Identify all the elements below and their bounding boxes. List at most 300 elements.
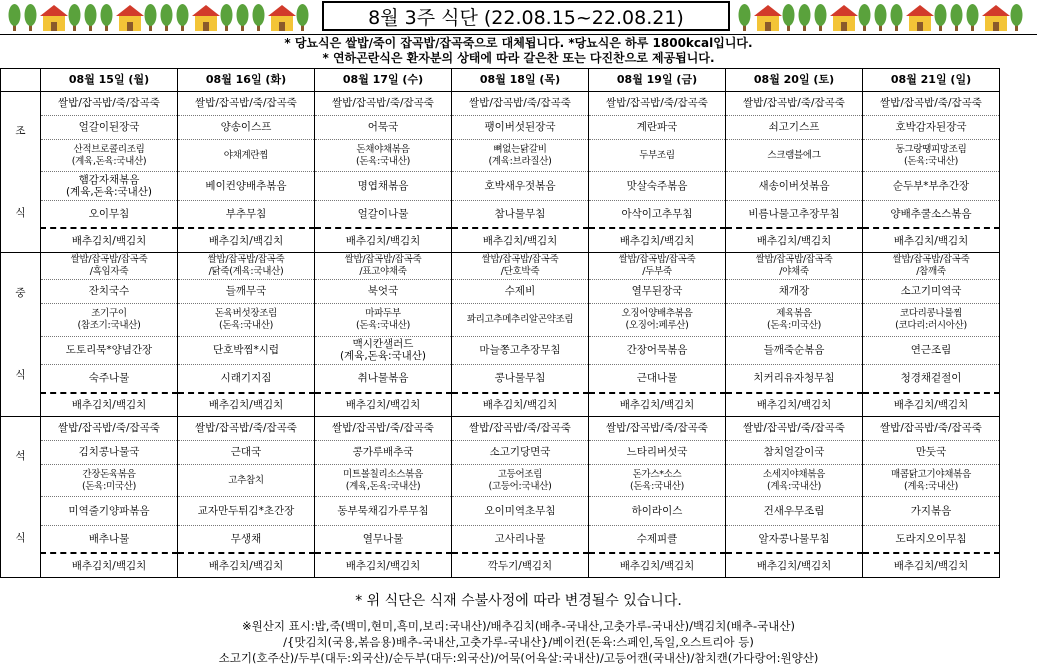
menu-item-text: 돈가스*소스	[632, 468, 682, 480]
menu-cell	[41, 139, 178, 172]
menu-row	[1, 252, 1000, 279]
menu-row	[1, 139, 1000, 172]
meal-label-bottom: 식	[15, 369, 26, 382]
menu-cell	[726, 200, 863, 228]
menu-cell	[178, 172, 315, 200]
menu-item-text: 잔치국수	[88, 285, 130, 298]
menu-row	[1, 336, 1000, 364]
menu-cell	[452, 172, 589, 200]
menu-item-text: 쌀밥/잡곡밥/죽/잡곡죽	[469, 422, 571, 435]
menu-item-text: 새송이버섯볶음	[758, 180, 830, 193]
menu-item-text: 김치콩나물국	[78, 446, 140, 459]
menu-item-text: 쌀밥/잡곡밥/잡곡죽	[344, 253, 422, 265]
menu-cell	[41, 280, 178, 304]
menu-item-text: /닭죽(계육:국내산)	[208, 265, 284, 277]
menu-cell	[452, 393, 589, 417]
menu-item-text: 양배추쿨소스볶음	[890, 208, 972, 221]
menu-item-text: 도토리묵*양념간장	[65, 344, 153, 357]
menu-cell	[41, 336, 178, 364]
menu-cell	[178, 280, 315, 304]
menu-cell	[863, 497, 1000, 525]
menu-item-text: 코다리콩나물찜	[899, 307, 963, 319]
menu-cell	[726, 228, 863, 252]
menu-item-text: 두부조림	[639, 149, 675, 161]
menu-cell	[178, 252, 315, 279]
tree-icon	[221, 4, 233, 31]
menu-cell	[589, 364, 726, 392]
menu-cell	[863, 228, 1000, 252]
menu-item-text: 마파두부	[365, 307, 401, 319]
menu-item-text: 호박감자된장국	[895, 121, 967, 134]
tree-icon	[875, 4, 887, 31]
house-icon	[830, 5, 858, 31]
menu-item-text: 베이컨양배추볶음	[205, 180, 287, 193]
menu-cell	[726, 553, 863, 577]
tree-icon	[145, 4, 157, 31]
menu-cell	[178, 525, 315, 553]
dysphagia-note: * 연하곤란식은 환자분의 상태에 따라 갈은찬 또는 다진찬으로 제공됩니다.	[322, 51, 715, 65]
menu-cell	[589, 280, 726, 304]
menu-cell	[863, 525, 1000, 553]
meal-label-bottom: 식	[15, 531, 26, 544]
menu-cell	[863, 416, 1000, 440]
day-header-row	[1, 69, 1000, 92]
origin-line: ※원산지 표시:밥,죽(백미,현미,흑미,보리:국내산)/배추김치(배추-국내산,고춧가루-국내산)/백김치(배추-국내산)	[241, 619, 795, 633]
tree-icon	[967, 4, 979, 31]
menu-cell	[589, 139, 726, 172]
menu-cell	[589, 115, 726, 139]
menu-cell	[863, 172, 1000, 200]
menu-item-text: /흑임자죽	[89, 265, 129, 277]
menu-cell	[452, 464, 589, 497]
menu-cell	[315, 464, 452, 497]
meal-label-top: 석	[15, 449, 26, 462]
menu-item-text: 매콤닭고기야채볶음	[891, 468, 971, 480]
menu-item-text: 들깨죽순볶음	[763, 344, 825, 357]
menu-cell	[863, 92, 1000, 116]
menu-item-text: 간장어묵볶음	[626, 344, 688, 357]
tree-icon	[891, 4, 903, 31]
menu-item-text: 알자콩나물무침	[758, 533, 830, 546]
meal-label-breakfast	[1, 92, 41, 253]
menu-row	[1, 200, 1000, 228]
menu-cell	[315, 416, 452, 440]
menu-cell	[589, 92, 726, 116]
menu-item-text: 양송이스프	[220, 121, 272, 134]
menu-cell	[452, 416, 589, 440]
tree-icon	[799, 4, 811, 31]
menu-item-text: 팽이버섯된장국	[484, 121, 556, 134]
tree-icon	[1011, 4, 1023, 31]
menu-cell	[178, 200, 315, 228]
menu-item-text: (계육,돈육:국내산)	[339, 350, 427, 363]
menu-cell	[726, 336, 863, 364]
menu-cell	[315, 303, 452, 336]
menu-item-text: 쌀밥/잡곡밥/죽/잡곡죽	[743, 97, 845, 110]
menu-item-text: 고사리나물	[494, 533, 546, 546]
menu-item-text: (돈육:국내산)	[903, 155, 959, 167]
menu-row	[1, 416, 1000, 440]
menu-item-text: 동부묵채김가루무침	[337, 505, 429, 518]
menu-item-text: 동그랑땡피망조림	[895, 143, 967, 155]
menu-cell	[315, 139, 452, 172]
village-decoration-left-icon	[8, 2, 313, 32]
menu-cell	[41, 172, 178, 200]
menu-item-text: (계육,돈육:국내산)	[345, 480, 421, 492]
menu-row	[1, 364, 1000, 392]
menu-cell	[863, 440, 1000, 464]
menu-item-text: 단호박찜*시럽	[212, 344, 280, 357]
menu-item-text: 순두부*부추간장	[892, 180, 970, 193]
origin-line: 소고기(호주산)/두부(대두:외국산)/순두부(대두:외국산)/어묵(어육살:국내산)/고등어캔(국내산)/참치캔(가다랑어:원양산)	[218, 651, 819, 665]
menu-cell	[863, 252, 1000, 279]
menu-cell	[178, 497, 315, 525]
menu-item-text: 만둣국	[915, 446, 947, 459]
menu-cell	[452, 525, 589, 553]
menu-cell	[41, 497, 178, 525]
menu-cell	[452, 252, 589, 279]
menu-cell	[452, 139, 589, 172]
menu-cell	[589, 553, 726, 577]
menu-cell	[452, 92, 589, 116]
menu-cell	[178, 303, 315, 336]
menu-cell	[726, 92, 863, 116]
weekly-menu-table	[0, 68, 1000, 578]
menu-item-text: (돈육:미국산)	[81, 480, 137, 492]
menu-item-text: (고등어:국내산)	[488, 480, 552, 492]
menu-cell	[41, 525, 178, 553]
menu-item-text: 쌀밥/잡곡밥/죽/잡곡죽	[469, 97, 571, 110]
menu-item-text: 쌀밥/잡곡밥/죽/잡곡죽	[880, 97, 982, 110]
menu-item-text: (오징어:페루산)	[625, 319, 689, 331]
tree-icon	[935, 4, 947, 31]
menu-cell	[41, 115, 178, 139]
menu-cell	[452, 200, 589, 228]
menu-item-text: 건새우무조림	[763, 505, 825, 518]
menu-row	[1, 553, 1000, 577]
menu-item-text: 배추김치/백김치	[482, 234, 558, 247]
tree-icon	[739, 4, 751, 31]
menu-item-text: (참조기:국내산)	[77, 319, 141, 331]
menu-item-text: 쌀밥/잡곡밥/죽/잡곡죽	[743, 422, 845, 435]
menu-cell	[726, 393, 863, 417]
menu-item-text: 배추나물	[88, 533, 130, 546]
menu-item-text: 배추김치/백김치	[345, 559, 421, 572]
page-title: 8월 3주 식단 (22.08.15~22.08.21)	[322, 1, 730, 31]
house-icon	[906, 5, 934, 31]
menu-cell	[178, 139, 315, 172]
menu-cell	[589, 497, 726, 525]
menu-cell	[863, 336, 1000, 364]
menu-item-text: /참깨죽	[916, 265, 946, 277]
menu-item-text: 배추김치/백김치	[71, 234, 147, 247]
menu-item-text: 콩가루배추국	[352, 446, 414, 459]
tree-icon	[237, 4, 249, 31]
menu-item-text: 쇠고기스프	[768, 121, 820, 134]
origin-line: /{맛김치(국용,볶음용)배추-국내산,고춧가루-국내산}/베이컨(돈육:스페인,독일,오스트리아 등)	[283, 635, 754, 649]
menu-item-text: 마늘쫑고추장무침	[479, 344, 561, 357]
menu-item-text: 스크램블에그	[767, 149, 821, 161]
tree-icon	[859, 4, 871, 31]
menu-item-text: 오이무침	[88, 208, 130, 221]
menu-item-text: 쌀밥/잡곡밥/잡곡죽	[481, 253, 559, 265]
menu-item-text: 맛살숙주볶음	[626, 180, 688, 193]
menu-item-text: 배추김치/백김치	[893, 234, 969, 247]
house-icon	[268, 5, 296, 31]
menu-item-text: 고등어조림	[497, 468, 543, 480]
change-notice: * 위 식단은 식재 수불사정에 따라 변경될수 있습니다.	[355, 593, 682, 609]
menu-item-text: 아삭이고추무침	[621, 208, 693, 221]
menu-cell	[315, 92, 452, 116]
menu-item-text: 느타리버섯국	[626, 446, 688, 459]
menu-item-text: 하이라이스	[631, 505, 683, 518]
menu-item-text: 배추김치/백김치	[619, 398, 695, 411]
menu-item-text: 비름나물고추장무침	[748, 208, 840, 221]
menu-item-text: 미트볼칠리소스볶음	[343, 468, 423, 480]
menu-cell	[178, 228, 315, 252]
menu-cell	[315, 115, 452, 139]
menu-item-text: /두부죽	[642, 265, 672, 277]
tree-icon	[297, 4, 309, 31]
menu-cell	[726, 464, 863, 497]
menu-item-text: (돈육:국내산)	[218, 319, 274, 331]
menu-cell	[452, 336, 589, 364]
menu-cell	[589, 228, 726, 252]
menu-item-text: 쌀밥/잡곡밥/잡곡죽	[892, 253, 970, 265]
menu-cell	[41, 92, 178, 116]
menu-item-text: (돈육:국내산)	[355, 319, 411, 331]
menu-item-text: 배추김치/백김치	[756, 398, 832, 411]
menu-item-text: 북엇국	[367, 285, 399, 298]
menu-cell	[315, 200, 452, 228]
menu-cell	[452, 303, 589, 336]
menu-row	[1, 393, 1000, 417]
menu-row	[1, 464, 1000, 497]
menu-item-text: (계육:국내산)	[766, 480, 822, 492]
menu-item-text: (돈육:국내산)	[355, 155, 411, 167]
menu-cell	[726, 416, 863, 440]
origin-labels	[0, 618, 1037, 666]
menu-item-text: 야채계란찜	[223, 149, 269, 161]
menu-cell	[863, 464, 1000, 497]
menu-item-text: 수제비	[504, 285, 536, 298]
menu-cell	[41, 464, 178, 497]
tree-icon	[85, 4, 97, 31]
menu-cell	[178, 336, 315, 364]
day-header: 08월 15일 (월)	[41, 69, 178, 92]
menu-item-text: 들깨무국	[225, 285, 267, 298]
menu-cell	[178, 92, 315, 116]
menu-item-text: 얼갈이된장국	[78, 121, 140, 134]
menu-row	[1, 115, 1000, 139]
menu-item-text: 배추김치/백김치	[619, 234, 695, 247]
menu-item-text: 쌀밥/잡곡밥/잡곡죽	[70, 253, 148, 265]
menu-row	[1, 280, 1000, 304]
menu-cell	[863, 139, 1000, 172]
menu-cell	[41, 393, 178, 417]
menu-cell	[315, 280, 452, 304]
menu-cell	[41, 252, 178, 279]
menu-cell	[589, 200, 726, 228]
menu-cell	[452, 497, 589, 525]
menu-item-text: (계육,돈육:국내산)	[71, 155, 147, 167]
menu-cell	[863, 393, 1000, 417]
menu-cell	[315, 525, 452, 553]
tree-icon	[25, 4, 37, 31]
menu-cell	[863, 280, 1000, 304]
menu-item-text: 청경채겉절이	[900, 372, 962, 385]
menu-item-text: /표고야채죽	[359, 265, 407, 277]
menu-item-text: 간장돈육볶음	[82, 468, 136, 480]
menu-item-text: 치커리유자청무침	[753, 372, 835, 385]
day-header: 08월 20일 (토)	[726, 69, 863, 92]
menu-item-text: (돈육:국내산)	[629, 480, 685, 492]
menu-item-text: 콩나물무침	[494, 372, 546, 385]
menu-item-text: 뼈없는닭갈비	[493, 143, 547, 155]
menu-cell	[589, 252, 726, 279]
menu-row	[1, 228, 1000, 252]
menu-cell	[726, 440, 863, 464]
tree-icon	[9, 4, 21, 31]
menu-cell	[452, 553, 589, 577]
menu-item-text: 제육볶음	[776, 307, 812, 319]
menu-item-text: 취나물볶음	[357, 372, 409, 385]
house-icon	[116, 5, 144, 31]
menu-item-text: 도라지오이무침	[895, 533, 967, 546]
menu-item-text: 숙주나물	[88, 372, 130, 385]
menu-item-text: 쌀밥/잡곡밥/잡곡죽	[207, 253, 285, 265]
menu-item-text: 쌀밥/잡곡밥/죽/잡곡죽	[195, 422, 297, 435]
menu-cell	[315, 172, 452, 200]
house-icon	[192, 5, 220, 31]
menu-row	[1, 303, 1000, 336]
diet-notes	[0, 36, 1037, 66]
menu-cell	[452, 228, 589, 252]
menu-item-text: (계육:국내산)	[903, 480, 959, 492]
meal-label-bottom: 식	[15, 206, 26, 219]
menu-cell	[863, 200, 1000, 228]
menu-item-text: 배추김치/백김치	[482, 398, 558, 411]
menu-cell	[452, 440, 589, 464]
menu-cell	[41, 364, 178, 392]
menu-cell	[863, 303, 1000, 336]
menu-row	[1, 440, 1000, 464]
menu-row	[1, 497, 1000, 525]
day-header: 08월 21일 (일)	[863, 69, 1000, 92]
meal-label-top: 중	[15, 287, 26, 300]
menu-item-text: 쌀밥/잡곡밥/잡곡죽	[755, 253, 833, 265]
menu-item-text: 교자만두튀김*초간장	[197, 505, 295, 518]
menu-cell	[589, 464, 726, 497]
corner-cell	[1, 69, 41, 92]
menu-item-text: 명엽채볶음	[357, 180, 409, 193]
menu-cell	[315, 336, 452, 364]
menu-item-text: 조기구이	[91, 307, 127, 319]
menu-item-text: (계육,돈육:국내산)	[65, 186, 153, 199]
menu-cell	[41, 440, 178, 464]
menu-cell	[863, 115, 1000, 139]
menu-cell	[315, 497, 452, 525]
menu-item-text: 시래기지짐	[220, 372, 272, 385]
menu-item-text: 배추김치/백김치	[619, 559, 695, 572]
menu-item-text: 배추김치/백김치	[893, 559, 969, 572]
menu-cell	[178, 440, 315, 464]
menu-item-text: 쌀밥/잡곡밥/죽/잡곡죽	[880, 422, 982, 435]
menu-item-text: 쌀밥/잡곡밥/죽/잡곡죽	[606, 422, 708, 435]
menu-cell	[863, 364, 1000, 392]
menu-item-text: 고추참치	[228, 474, 264, 486]
menu-item-text: 배추김치/백김치	[345, 398, 421, 411]
menu-item-text: 배추김치/백김치	[71, 559, 147, 572]
menu-item-text: /야채죽	[779, 265, 809, 277]
menu-cell	[315, 252, 452, 279]
meal-label-lunch	[1, 252, 41, 416]
menu-item-text: 열무나물	[362, 533, 404, 546]
menu-item-text: 배추김치/백김치	[208, 398, 284, 411]
menu-cell	[863, 553, 1000, 577]
menu-cell	[726, 303, 863, 336]
menu-cell	[178, 393, 315, 417]
menu-item-text: 호박새우젓볶음	[484, 180, 556, 193]
day-header: 08월 18일 (목)	[452, 69, 589, 92]
menu-cell	[452, 364, 589, 392]
tree-icon	[815, 4, 827, 31]
menu-cell	[589, 416, 726, 440]
menu-cell	[178, 416, 315, 440]
menu-item-text: 돈육버섯장조림	[214, 307, 278, 319]
menu-cell	[178, 364, 315, 392]
menu-item-text: 깍두기/백김치	[487, 559, 553, 572]
tree-icon	[177, 4, 189, 31]
menu-cell	[41, 200, 178, 228]
menu-item-text: 배추김치/백김치	[71, 398, 147, 411]
menu-item-text: 연근조림	[910, 344, 952, 357]
menu-item-text: 배추김치/백김치	[756, 559, 832, 572]
menu-item-text: 근대국	[230, 446, 262, 459]
menu-item-text: 산적브로콜리조림	[73, 143, 145, 155]
menu-cell	[41, 303, 178, 336]
meal-label-dinner	[1, 416, 41, 577]
menu-cell	[589, 393, 726, 417]
menu-row	[1, 172, 1000, 200]
menu-item-text: 계란파국	[636, 121, 678, 134]
menu-row	[1, 92, 1000, 116]
menu-cell	[315, 228, 452, 252]
menu-cell	[589, 525, 726, 553]
menu-item-text: 부추무침	[225, 208, 267, 221]
menu-item-text: 무생채	[230, 533, 262, 546]
menu-cell	[726, 525, 863, 553]
menu-cell	[315, 440, 452, 464]
menu-cell	[726, 364, 863, 392]
meal-label-top: 조	[15, 124, 26, 137]
header-divider	[0, 34, 1037, 35]
menu-cell	[589, 172, 726, 200]
day-header: 08월 19일 (금)	[589, 69, 726, 92]
menu-item-text: 맥시칸샐러드	[352, 338, 414, 351]
menu-cell	[589, 440, 726, 464]
menu-item-text: 오징어양배추볶음	[621, 307, 693, 319]
menu-item-text: 쌀밥/잡곡밥/죽/잡곡죽	[332, 97, 434, 110]
menu-item-text: 쌀밥/잡곡밥/죽/잡곡죽	[606, 97, 708, 110]
tree-icon	[951, 4, 963, 31]
menu-item-text: 소세지야채볶음	[762, 468, 826, 480]
menu-row	[1, 525, 1000, 553]
menu-item-text: 배추김치/백김치	[208, 234, 284, 247]
menu-item-text: 꽈리고추메추리알곤약조림	[466, 313, 574, 325]
menu-cell	[726, 252, 863, 279]
menu-item-text: 근대나물	[636, 372, 678, 385]
